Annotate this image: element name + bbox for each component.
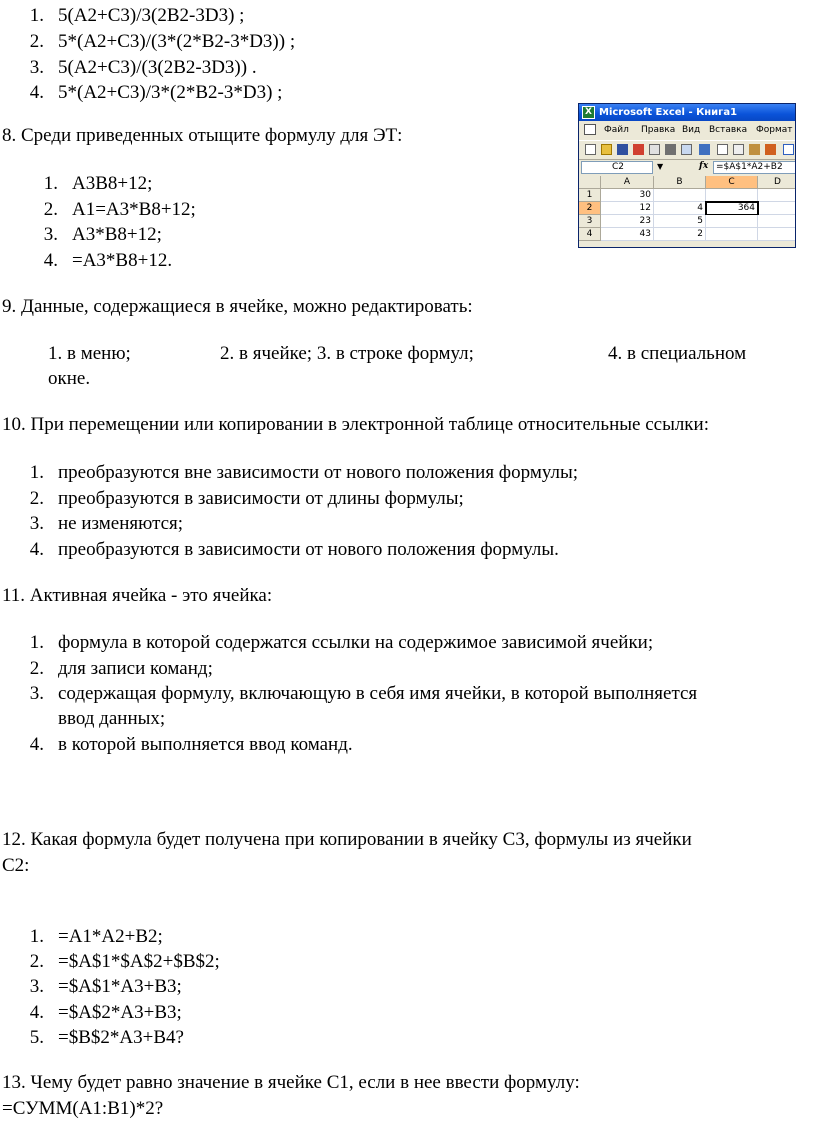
question-text: 8. Среди приведенных отыщите формулу для ЭТ:: [2, 125, 403, 146]
cell-b3[interactable]: 5: [654, 215, 706, 228]
menu-item-format[interactable]: Формат: [756, 125, 793, 135]
row-header[interactable]: 2: [579, 202, 601, 215]
row-header[interactable]: 3: [579, 215, 601, 228]
column-header[interactable]: A: [601, 176, 654, 189]
question-text: 10. При перемещении или копировании в электронной таблице относительные ссылки:: [2, 414, 709, 435]
list-number: 4.: [29, 734, 44, 755]
menu-item-insert[interactable]: Вставка: [709, 125, 748, 135]
list-number: 4.: [29, 1002, 44, 1023]
paste-icon[interactable]: [749, 144, 760, 155]
list-item: =$A$1*$A$2+$B$2;: [58, 951, 220, 972]
print-icon[interactable]: [665, 144, 676, 155]
list-number: 3.: [29, 683, 44, 704]
cell-a2[interactable]: 12: [601, 202, 654, 215]
column-header[interactable]: B: [654, 176, 706, 189]
list-item: преобразуются в зависимости от нового положения формулы.: [58, 539, 559, 560]
list-item: 1. в меню;: [48, 343, 131, 364]
list-item: формула в которой содержатся ссылки на содержимое зависимой ячейки;: [58, 632, 654, 653]
cell-a4[interactable]: 43: [601, 228, 654, 241]
list-number: 4.: [29, 82, 44, 103]
cell-c2-selected[interactable]: 364: [705, 201, 759, 216]
row-header[interactable]: 4: [579, 228, 601, 241]
cell-b1[interactable]: [654, 189, 706, 202]
excel-titlebar: [579, 104, 795, 121]
cell-d4[interactable]: [758, 228, 796, 241]
list-item: =A1*A2+B2;: [58, 926, 163, 947]
cell-d3[interactable]: [758, 215, 796, 228]
preview-icon[interactable]: [681, 144, 692, 155]
cell-a3[interactable]: 23: [601, 215, 654, 228]
copy-icon[interactable]: [733, 144, 744, 155]
formula-bar: [579, 160, 795, 175]
list-number: 1.: [29, 462, 44, 483]
cut-icon[interactable]: [717, 144, 728, 155]
corner-select-all[interactable]: [579, 176, 601, 189]
excel-menubar: [579, 121, 795, 139]
list-number: 1.: [29, 5, 44, 26]
name-box[interactable]: C2: [581, 161, 653, 174]
list-item: в которой выполняется ввод команд.: [58, 734, 353, 755]
list-number: 4.: [43, 250, 58, 271]
question-text: 11. Активная ячейка - это ячейка:: [2, 585, 273, 606]
list-item: =$B$2*A3+B4?: [58, 1027, 184, 1048]
list-item: А1=A3*B8+12;: [72, 199, 196, 220]
list-number: 2.: [29, 488, 44, 509]
column-header[interactable]: C: [706, 176, 758, 189]
formula-input[interactable]: =$A$1*A2+B2: [713, 161, 796, 174]
list-number: 1.: [43, 173, 58, 194]
excel-window: [578, 103, 796, 248]
menu-item-view[interactable]: Вид: [682, 125, 701, 135]
question-text: 12. Какая формула будет получена при копировании в ячейку С3, формулы из ячейки: [2, 829, 692, 850]
list-number: 2.: [29, 31, 44, 52]
question-text: 9. Данные, содержащиеся в ячейке, можно редактировать:: [2, 296, 473, 317]
cell-b4[interactable]: 2: [654, 228, 706, 241]
save-icon[interactable]: [617, 144, 628, 155]
list-number: 3.: [43, 224, 58, 245]
fx-icon[interactable]: fx: [699, 161, 709, 171]
excel-app-icon: X: [582, 106, 595, 119]
list-number: 1.: [29, 632, 44, 653]
list-item-continuation: окне.: [48, 368, 91, 389]
list-item: A3*B8+12;: [72, 224, 162, 245]
list-number: 2.: [43, 199, 58, 220]
list-item: 5(А2+С3)/(3(2В2-3D3)) .: [58, 57, 257, 78]
cell-b2[interactable]: 4: [654, 202, 706, 215]
row-header[interactable]: 1: [579, 189, 601, 202]
new-icon[interactable]: [585, 144, 596, 155]
open-icon[interactable]: [601, 144, 612, 155]
undo-icon[interactable]: [783, 144, 794, 155]
cell-c3[interactable]: [706, 215, 758, 228]
list-item: для записи команд;: [58, 658, 213, 679]
menu-item-file[interactable]: Файл: [604, 125, 629, 135]
excel-toolbar: [579, 140, 795, 160]
list-item: 5(А2+С3)/3(2В2-3D3) ;: [58, 5, 245, 26]
list-item: A3B8+12;: [72, 173, 153, 194]
list-number: 3.: [29, 57, 44, 78]
column-header[interactable]: D: [758, 176, 796, 189]
name-box-dropdown-icon[interactable]: ▼: [657, 162, 664, 171]
list-item: =A3*B8+12.: [72, 250, 173, 271]
list-item: преобразуются вне зависимости от нового положения формулы;: [58, 462, 579, 483]
list-number: 2.: [29, 951, 44, 972]
email-icon[interactable]: [649, 144, 660, 155]
list-item: содержащая формулу, включающую в себя имя ячейки, в которой выполняется: [58, 683, 698, 704]
list-number: 5.: [29, 1027, 44, 1048]
format-painter-icon[interactable]: [765, 144, 776, 155]
list-item: 4. в специальном: [608, 343, 747, 364]
list-number: 3.: [29, 513, 44, 534]
list-number: 1.: [29, 926, 44, 947]
cell-d1[interactable]: [758, 189, 796, 202]
cell-d2[interactable]: [759, 202, 796, 215]
permission-icon[interactable]: [633, 144, 644, 155]
list-number: 2.: [29, 658, 44, 679]
list-item: не изменяются;: [58, 513, 184, 534]
list-item-continuation: ввод данных;: [58, 708, 166, 729]
spelling-icon[interactable]: [699, 144, 710, 155]
menu-item-edit[interactable]: Правка: [641, 125, 676, 135]
list-item: 5*(А2+С3)/(3*(2*В2-3*D3)) ;: [58, 31, 296, 52]
list-number: 3.: [29, 976, 44, 997]
list-item: 2. в ячейке; 3. в строке формул;: [220, 343, 474, 364]
list-item: преобразуются в зависимости от длины формулы;: [58, 488, 464, 509]
workbook-icon: [584, 124, 596, 135]
cell-c4[interactable]: [706, 228, 758, 241]
list-item: =$A$2*A3+B3;: [58, 1002, 182, 1023]
list-item: =$A$1*A3+B3;: [58, 976, 182, 997]
list-number: 4.: [29, 539, 44, 560]
question-text-continuation: =СУММ(A1:B1)*2?: [2, 1098, 164, 1119]
question-text-continuation: С2:: [2, 855, 30, 876]
excel-title: Microsoft Excel - Книга1: [599, 107, 738, 118]
cell-a1[interactable]: 30: [601, 189, 654, 202]
question-text: 13. Чему будет равно значение в ячейке С1, если в нее ввести формулу:: [2, 1072, 580, 1093]
list-item: 5*(А2+С3)/3*(2*В2-3*D3) ;: [58, 82, 283, 103]
